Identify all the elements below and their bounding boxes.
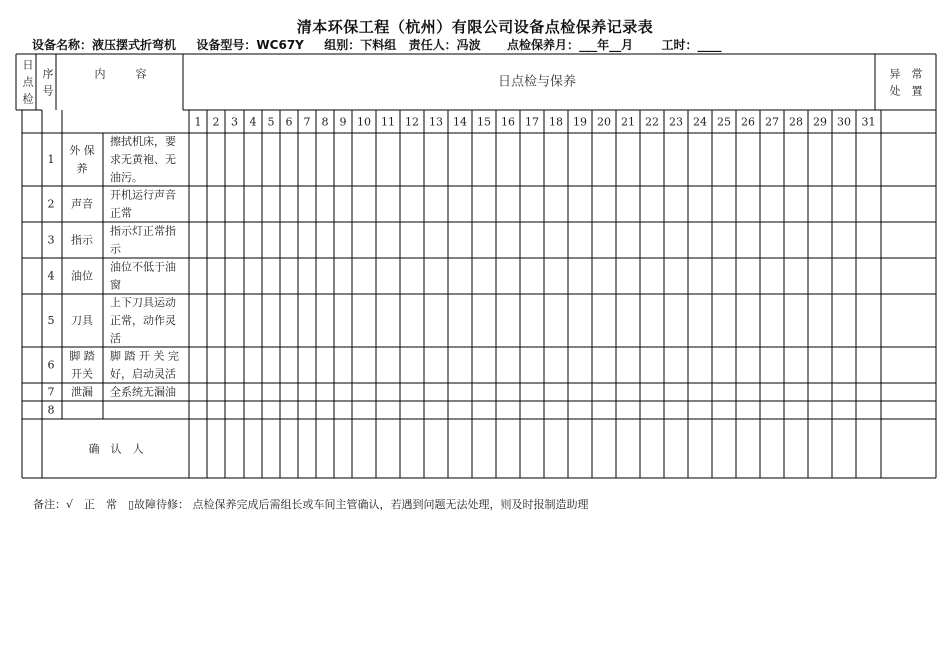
day-number: 24: [693, 115, 707, 129]
month-label: 点检保养月：: [507, 38, 580, 52]
device-name-label: 设备名称：: [32, 38, 93, 52]
day-number: 26: [741, 115, 755, 129]
owner-value: 冯波: [456, 38, 481, 52]
day-number: 21: [621, 115, 635, 129]
daily-maintenance-header: 日点检与保养: [497, 74, 577, 90]
row-number: 7: [47, 385, 55, 399]
day-number: 9: [339, 115, 347, 129]
day-number: 19: [573, 115, 587, 129]
row-item: 油位: [71, 269, 93, 283]
day-number: 13: [429, 115, 443, 129]
row-description: 窗: [110, 278, 121, 292]
day-number: 5: [267, 115, 275, 129]
row-number: 5: [47, 314, 55, 327]
seq-header-label: 序: [42, 67, 54, 81]
confirm-label: 确 认 人: [88, 442, 144, 456]
row-description: 示: [110, 242, 121, 256]
row-item: 脚 踏: [69, 349, 95, 363]
row-number: 3: [47, 233, 55, 247]
row-description: 擦拭机床，要: [110, 135, 176, 148]
row-description: 指示灯正常指: [110, 224, 176, 238]
day-number: 22: [645, 115, 659, 129]
content-header-label: 内: [94, 67, 106, 81]
daily-check-label: 检: [22, 92, 34, 106]
device-model-value: WC67Y: [256, 38, 304, 52]
day-number: 29: [813, 115, 827, 129]
hours-value: ____: [697, 38, 722, 52]
daily-check-label: 点: [22, 75, 34, 89]
row-description: 正常，动作灵: [110, 314, 176, 327]
day-number: 30: [837, 115, 851, 129]
day-number: 27: [765, 115, 779, 129]
row-description: 求无黄袍、无: [110, 153, 176, 166]
row-description: 油污。: [110, 171, 143, 184]
daily-check-label: 日: [22, 58, 34, 72]
day-number: 7: [303, 115, 311, 129]
day-number: 8: [321, 115, 329, 129]
row-number: 1: [47, 153, 55, 166]
row-description: 活: [110, 332, 121, 345]
row-number: 4: [47, 269, 55, 283]
device-model-label: 设备型号：: [196, 38, 257, 52]
day-number: 25: [717, 115, 731, 129]
abnormal-header-label: 异 常: [889, 67, 923, 81]
device-name-value: 液压摆式折弯机: [92, 38, 177, 52]
row-item: 养: [76, 162, 88, 175]
day-number: 18: [549, 115, 563, 129]
row-description: 开机运行声音: [110, 188, 176, 202]
day-number: 1: [194, 115, 202, 129]
row-description: 正常: [110, 206, 132, 220]
row-item: 开关: [71, 367, 93, 381]
row-description: 脚 踏 开 关 完: [110, 349, 179, 363]
owner-label: 责任人：: [408, 38, 457, 52]
row-item: 刀具: [71, 314, 93, 327]
content-header-label: 容: [135, 67, 147, 81]
row-item: 声音: [71, 197, 93, 211]
day-number: 12: [405, 115, 419, 129]
hours-label: 工时：: [661, 38, 698, 52]
seq-header-label: 号: [42, 84, 54, 98]
group-value: 下料组: [360, 38, 397, 52]
day-number: 17: [525, 115, 539, 129]
row-number: 8: [47, 403, 55, 417]
day-number: 2: [212, 115, 220, 129]
day-number: 14: [453, 115, 467, 129]
day-number: 3: [231, 115, 238, 129]
day-number: 23: [669, 115, 683, 129]
day-number: 28: [789, 115, 803, 129]
row-item: 外 保: [69, 144, 95, 157]
row-item: 泄漏: [71, 385, 93, 399]
row-description: 好，启动灵活: [110, 367, 176, 381]
abnormal-header-label: 处 置: [889, 84, 923, 98]
day-number: 11: [381, 115, 395, 129]
day-number: 15: [477, 115, 491, 129]
row-description: 全系统无漏油: [110, 385, 176, 399]
row-description: 上下刀具运动: [110, 296, 176, 309]
footnote: 备注：√ 正 常 ▯故障待修： 点检保养完成后需组长或车间主管确认，若遇到问题无法处理，则及时报制造助理: [33, 498, 589, 511]
row-description: 油位不低于油: [110, 260, 176, 274]
row-item: 指示: [71, 233, 93, 247]
day-number: 4: [249, 115, 257, 129]
row-number: 6: [47, 358, 55, 372]
day-number: 10: [357, 115, 371, 129]
row-number: 2: [47, 197, 55, 211]
day-number: 16: [501, 115, 515, 129]
page-title: 清本环保工程（杭州）有限公司设备点检保养记录表: [296, 18, 654, 36]
day-number: 6: [285, 115, 293, 129]
month-value: ___年__月: [579, 38, 634, 52]
day-number: 31: [861, 115, 876, 129]
day-number: 20: [597, 115, 611, 129]
group-label: 组别：: [324, 38, 361, 52]
